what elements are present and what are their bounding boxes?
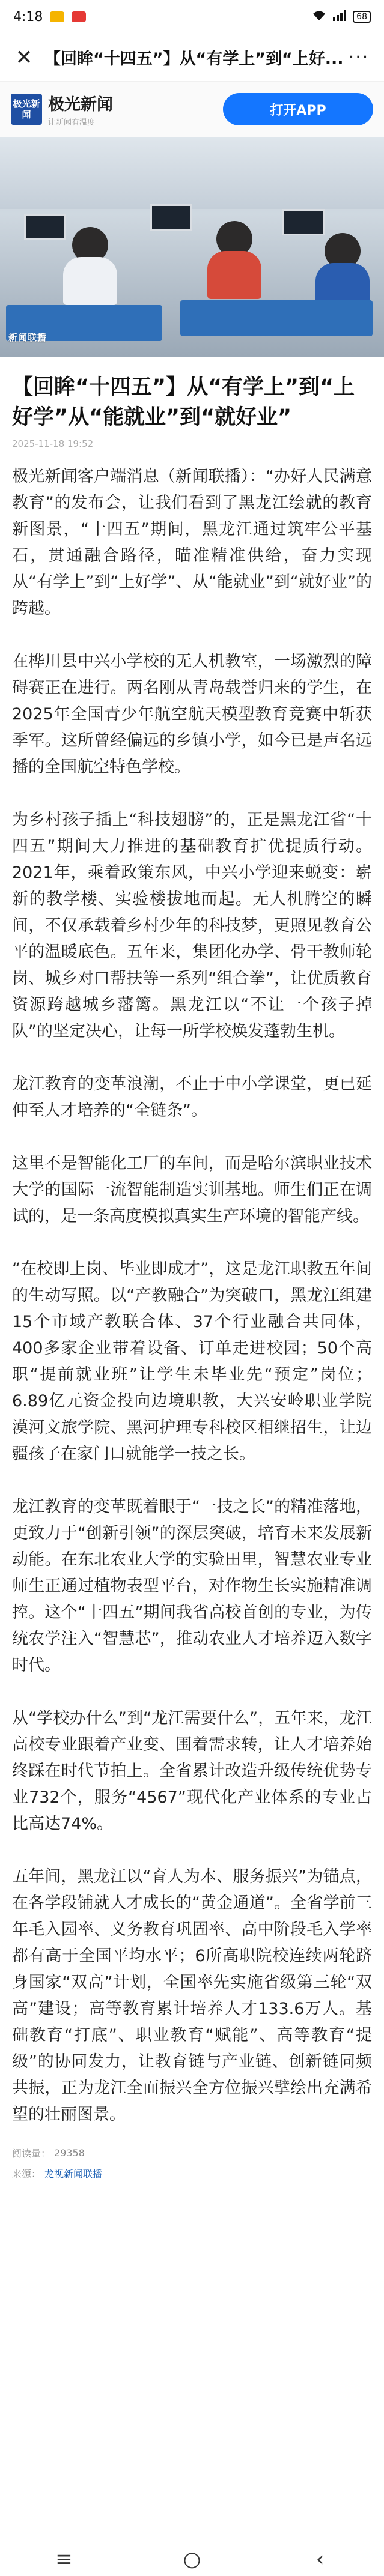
article-paragraph: 极光新闻客户端消息（新闻联播）：“办好人民满意教育”的发布会，让我们看到了黑龙江绘就的教育新图景，“十四五”期间，黑龙江通过筑牢公平基石，贯通融合路径，瞄准精准供给，奋力实现从“有学上”到“上好学”、从“能就业”到“就好业”的跨越。 xyxy=(12,467,372,618)
article-title: 【回眸“十四五”】从“有学上”到“上好学”从“能就业”到“就好业” xyxy=(12,375,355,429)
hero-monitor xyxy=(282,209,325,235)
status-time: 4:18 xyxy=(13,9,43,25)
system-nav-bar xyxy=(0,2542,384,2576)
brand-slogan: 让新闻有温度 xyxy=(48,118,96,127)
back-icon[interactable]: ‹ xyxy=(315,2547,325,2571)
article-paragraph: 龙江教育的变革浪潮，不止于中小学课堂，更已延伸至人才培养的“全链条”。 xyxy=(12,1075,372,1120)
notification-icon xyxy=(50,11,64,22)
brand-text xyxy=(48,91,223,127)
article-paragraph: “在校即上岗、毕业即成才”，这是龙江职教五年间的生动写照。以“产教融合”为突破口，黑龙江组建15个市域产教联合体、37个行业融合共同体，400多家企业带着设备、订单走进校园；50个高职“提前就业班”让学生未毕业先“预定”岗位；6.89亿元资金投向边境职教，大兴安岭职业学院漠河文旅学院、黑河护理专科校区相继招生，让边疆孩子在家门口就能学一技之长。 xyxy=(12,1260,372,1463)
read-count-label: 阅读量： xyxy=(12,2147,51,2159)
read-count-line xyxy=(12,2142,372,2163)
hero-wall xyxy=(0,137,384,209)
source-line xyxy=(12,2163,372,2183)
hero-image xyxy=(0,137,384,357)
home-icon[interactable]: ○ xyxy=(183,2547,201,2571)
article-paragraph: 为乡村孩子插上“科技翅膀”的，正是黑龙江省“十四五”期间大力推进的基础教育扩优提质行动。2021年，乘着政策东风，中兴小学迎来蜕变：崭新的教学楼、实验楼拔地而起。无人机腾空的瞬间，不仅承载着乡村少年的科技梦，更照见教育公平的温暖底色。五年来，集团化办学、骨干教师轮岗、城乡对口帮扶等一系列“组合拳”，让优质教育资源跨越城乡藩篱。黑龙江以“不让一个孩子掉队”的坚定决心，让每一所学校焕发蓬勃生机。 xyxy=(12,811,372,1041)
read-count-value: 29358 xyxy=(54,2147,85,2159)
source-label: 来源： xyxy=(12,2168,41,2180)
app-header xyxy=(0,34,384,82)
open-app-button[interactable]: 打开APP xyxy=(223,93,373,125)
article-meta xyxy=(0,2142,384,2183)
article-paragraph: 从“学校办什么”到“龙江需要什么”，五年来，龙江高校专业跟着产业变、围着需求转，让人才培养始终踩在时代节拍上。全省累计改造升级传统优势专业732个，服务“4567”现代化产业体系的专业占比高达74%。 xyxy=(12,1709,372,1833)
close-icon[interactable]: ✕ xyxy=(15,45,33,70)
hero-watermark: 新闻联播 xyxy=(8,332,47,343)
article xyxy=(0,372,384,2128)
hero-desk xyxy=(180,300,373,336)
article-paragraph: 龙江教育的变革既着眼于“一技之长”的精准落地，更致力于“创新引领”的深层突破，培育未来发展新动能。在东北农业大学的实验田里，智慧农业专业师生正通过植物表型平台，对作物生长实施精准调控。这个“十四五”期间我省高校首创的专业，为传统农学注入“智慧芯”，推动农业人才培养迈入数字时代。 xyxy=(12,1498,372,1675)
source-link[interactable]: 龙视新闻联播 xyxy=(44,2168,103,2180)
brand-bar xyxy=(0,82,384,137)
status-left xyxy=(13,10,86,25)
menu-icon[interactable]: ≡ xyxy=(55,2547,73,2571)
article-paragraph: 这里不是智能化工厂的车间，而是哈尔滨职业技术大学的国际一流智能制造实训基地。师生们正在调试的，是一条高度模拟真实生产环境的智能产线。 xyxy=(12,1154,372,1226)
wifi-icon xyxy=(312,10,326,24)
hero-monitor xyxy=(24,214,66,240)
status-bar xyxy=(0,0,384,34)
hero-student-shirt xyxy=(207,251,261,299)
brand-name: 极光新闻 xyxy=(48,95,113,114)
hero-student-shirt xyxy=(63,257,117,305)
more-options-icon[interactable]: ··· xyxy=(348,47,370,68)
status-right xyxy=(312,10,371,24)
hero-monitor xyxy=(150,204,192,231)
header-title: 【回眸“十四五”】从“有学上”到“上好... xyxy=(44,50,344,68)
article-paragraph: 五年间，黑龙江以“育人为本、服务振兴”为锚点，在各学段铺就人才成长的“黄金通道”。全省学前三年毛入园率、义务教育巩固率、高中阶段毛入学率都有高于全国平均水平；6所高职院校连续两轮跻身国家“双高”计划，全国率先实施省级第三轮“双高”建设；高等教育累计培养人才133.6万人。基础教育“打底”、职业教育“赋能”、高等教育“提级”的协同发力，让教育链与产业链、创新链同频共振，正为龙江全面振兴全方位振兴擘绘出充满希望的壮丽图景。 xyxy=(12,1867,372,2124)
app-notification-icon xyxy=(72,11,86,22)
signal-icon xyxy=(332,10,347,24)
battery-indicator: 68 xyxy=(353,11,371,23)
article-date: 2025-11-18 19:52 xyxy=(12,438,94,449)
article-paragraph: 在桦川县中兴小学校的无人机教室，一场激烈的障碍赛正在进行。两名刚从青岛载誉归来的学生，在2025年全国青少年航空航天模型教育竞赛中斩获季军。这所曾经偏远的乡镇小学，如今已是声名远播的全国航空特色学校。 xyxy=(12,652,372,776)
brand-logo: 极光新闻 xyxy=(11,94,42,125)
